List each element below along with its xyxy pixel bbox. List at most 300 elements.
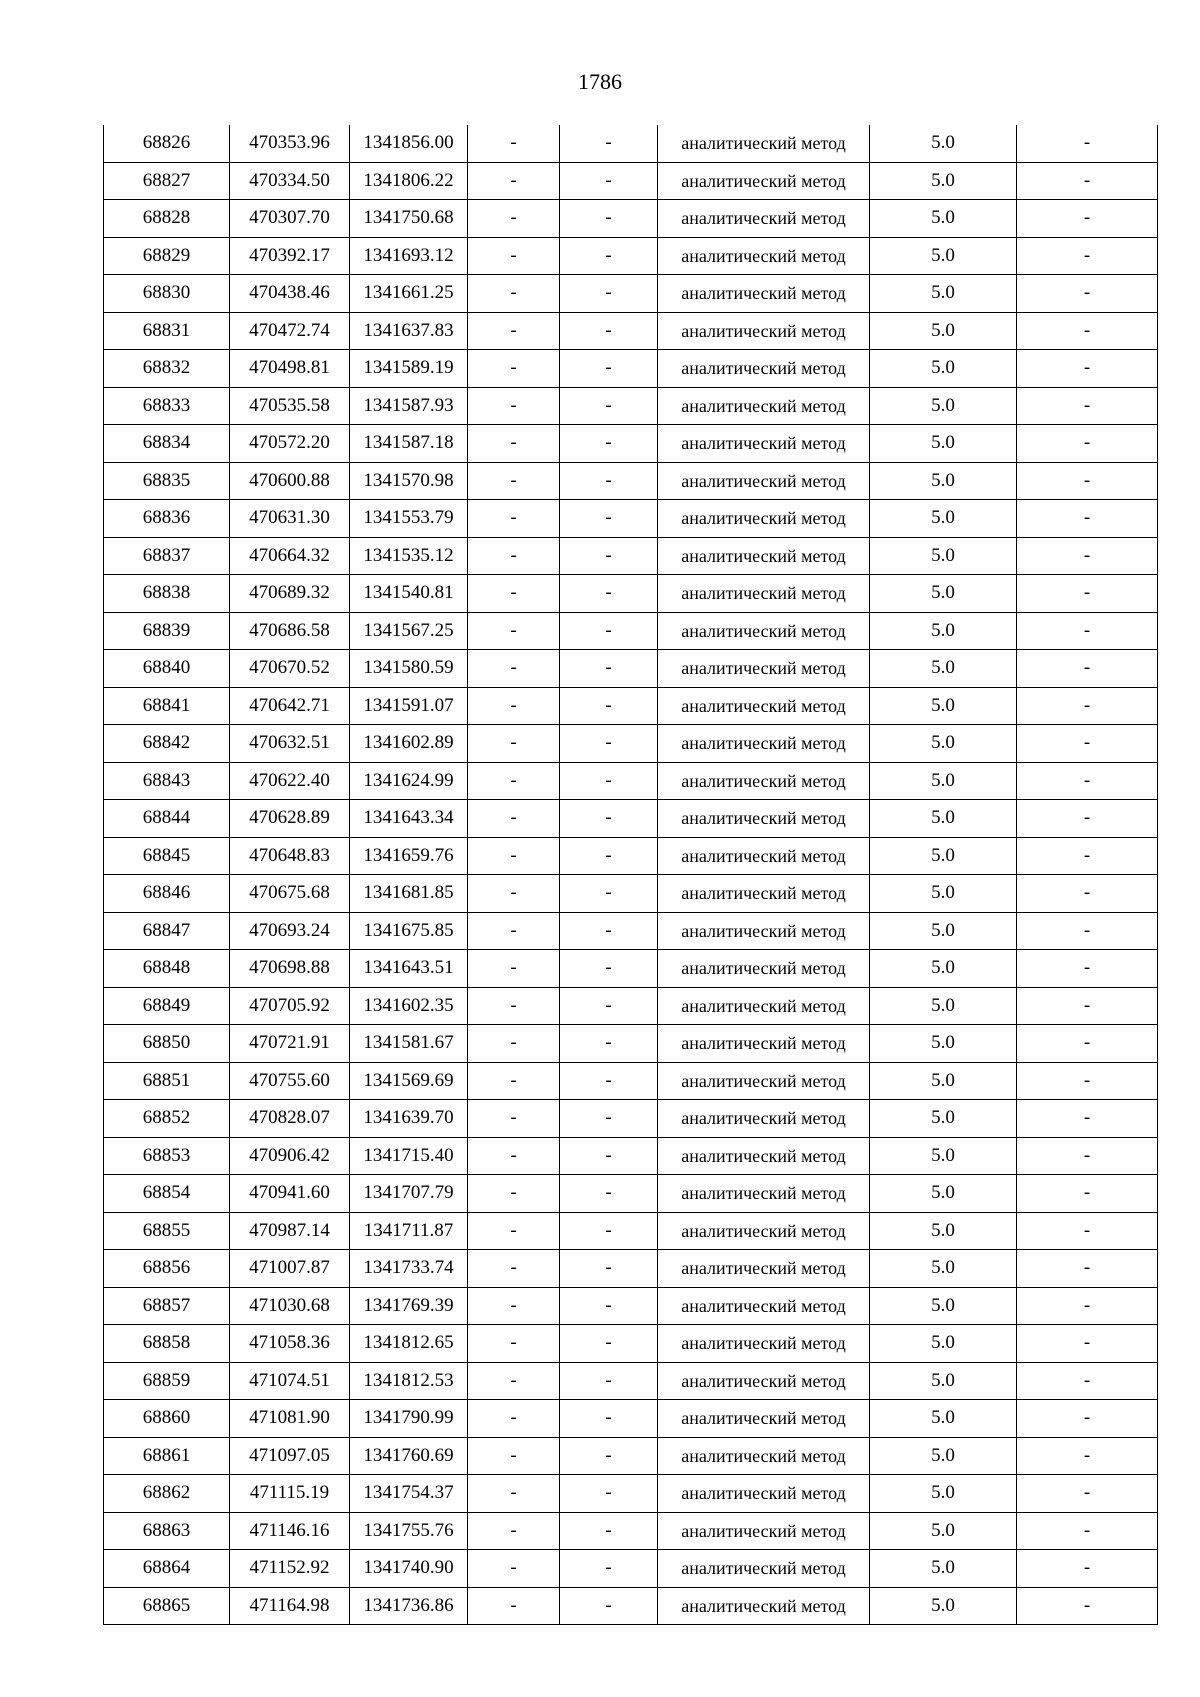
x-coordinate-cell: 470535.58 <box>230 387 350 425</box>
point-number-cell: 68833 <box>104 387 230 425</box>
precision-cell: 5.0 <box>870 1287 1017 1325</box>
empty-value-cell: - <box>1017 1137 1158 1175</box>
table-row <box>104 650 1158 688</box>
empty-value-cell: - <box>1017 237 1158 275</box>
empty-value-cell: - <box>1017 1362 1158 1400</box>
precision-cell: 5.0 <box>870 837 1017 875</box>
empty-value-cell: - <box>1017 650 1158 688</box>
table-body <box>104 125 1158 1625</box>
method-cell: аналитический метод <box>658 1287 870 1325</box>
empty-value-cell: - <box>1017 575 1158 613</box>
empty-value-cell: - <box>468 275 560 313</box>
empty-value-cell: - <box>560 612 658 650</box>
x-coordinate-cell: 471081.90 <box>230 1400 350 1438</box>
table-row <box>104 125 1158 162</box>
method-cell: аналитический метод <box>658 1475 870 1513</box>
x-coordinate-cell: 471007.87 <box>230 1250 350 1288</box>
empty-value-cell: - <box>560 312 658 350</box>
empty-value-cell: - <box>468 162 560 200</box>
method-cell: аналитический метод <box>658 312 870 350</box>
method-cell: аналитический метод <box>658 1550 870 1588</box>
empty-value-cell: - <box>468 350 560 388</box>
x-coordinate-cell: 470622.40 <box>230 762 350 800</box>
precision-cell: 5.0 <box>870 650 1017 688</box>
point-number-cell: 68851 <box>104 1062 230 1100</box>
y-coordinate-cell: 1341812.65 <box>350 1325 468 1363</box>
y-coordinate-cell: 1341812.53 <box>350 1362 468 1400</box>
y-coordinate-cell: 1341643.34 <box>350 800 468 838</box>
table-row <box>104 1100 1158 1138</box>
empty-value-cell: - <box>468 387 560 425</box>
method-cell: аналитический метод <box>658 837 870 875</box>
empty-value-cell: - <box>560 1437 658 1475</box>
y-coordinate-cell: 1341639.70 <box>350 1100 468 1138</box>
empty-value-cell: - <box>468 987 560 1025</box>
y-coordinate-cell: 1341661.25 <box>350 275 468 313</box>
empty-value-cell: - <box>560 687 658 725</box>
empty-value-cell: - <box>468 800 560 838</box>
method-cell: аналитический метод <box>658 1250 870 1288</box>
empty-value-cell: - <box>560 1137 658 1175</box>
table-row <box>104 837 1158 875</box>
empty-value-cell: - <box>1017 1250 1158 1288</box>
precision-cell: 5.0 <box>870 1587 1017 1625</box>
point-number-cell: 68841 <box>104 687 230 725</box>
precision-cell: 5.0 <box>870 425 1017 463</box>
x-coordinate-cell: 470675.68 <box>230 875 350 913</box>
point-number-cell: 68863 <box>104 1512 230 1550</box>
y-coordinate-cell: 1341675.85 <box>350 912 468 950</box>
empty-value-cell: - <box>560 1250 658 1288</box>
table-row <box>104 1475 1158 1513</box>
empty-value-cell: - <box>468 725 560 763</box>
x-coordinate-cell: 471115.19 <box>230 1475 350 1513</box>
table-row <box>104 1287 1158 1325</box>
empty-value-cell: - <box>1017 1062 1158 1100</box>
table-row <box>104 500 1158 538</box>
precision-cell: 5.0 <box>870 462 1017 500</box>
empty-value-cell: - <box>468 950 560 988</box>
x-coordinate-cell: 470686.58 <box>230 612 350 650</box>
y-coordinate-cell: 1341707.79 <box>350 1175 468 1213</box>
empty-value-cell: - <box>468 1475 560 1513</box>
empty-value-cell: - <box>1017 987 1158 1025</box>
empty-value-cell: - <box>560 1587 658 1625</box>
empty-value-cell: - <box>468 837 560 875</box>
x-coordinate-cell: 470648.83 <box>230 837 350 875</box>
x-coordinate-cell: 470721.91 <box>230 1025 350 1063</box>
empty-value-cell: - <box>560 575 658 613</box>
empty-value-cell: - <box>468 1100 560 1138</box>
point-number-cell: 68832 <box>104 350 230 388</box>
empty-value-cell: - <box>1017 350 1158 388</box>
empty-value-cell: - <box>560 912 658 950</box>
empty-value-cell: - <box>1017 1325 1158 1363</box>
y-coordinate-cell: 1341750.68 <box>350 200 468 238</box>
empty-value-cell: - <box>560 162 658 200</box>
y-coordinate-cell: 1341569.69 <box>350 1062 468 1100</box>
empty-value-cell: - <box>560 725 658 763</box>
method-cell: аналитический метод <box>658 1137 870 1175</box>
point-number-cell: 68865 <box>104 1587 230 1625</box>
coordinates-table <box>103 125 1158 1625</box>
y-coordinate-cell: 1341591.07 <box>350 687 468 725</box>
point-number-cell: 68859 <box>104 1362 230 1400</box>
point-number-cell: 68847 <box>104 912 230 950</box>
empty-value-cell: - <box>560 462 658 500</box>
x-coordinate-cell: 470693.24 <box>230 912 350 950</box>
method-cell: аналитический метод <box>658 125 870 162</box>
point-number-cell: 68846 <box>104 875 230 913</box>
method-cell: аналитический метод <box>658 1062 870 1100</box>
y-coordinate-cell: 1341711.87 <box>350 1212 468 1250</box>
empty-value-cell: - <box>468 500 560 538</box>
table-row <box>104 1250 1158 1288</box>
point-number-cell: 68831 <box>104 312 230 350</box>
table-row <box>104 537 1158 575</box>
x-coordinate-cell: 470670.52 <box>230 650 350 688</box>
method-cell: аналитический метод <box>658 1400 870 1438</box>
method-cell: аналитический метод <box>658 462 870 500</box>
y-coordinate-cell: 1341602.35 <box>350 987 468 1025</box>
empty-value-cell: - <box>468 1550 560 1588</box>
point-number-cell: 68861 <box>104 1437 230 1475</box>
point-number-cell: 68856 <box>104 1250 230 1288</box>
precision-cell: 5.0 <box>870 350 1017 388</box>
table-row <box>104 1362 1158 1400</box>
y-coordinate-cell: 1341790.99 <box>350 1400 468 1438</box>
empty-value-cell: - <box>560 425 658 463</box>
empty-value-cell: - <box>560 837 658 875</box>
y-coordinate-cell: 1341602.89 <box>350 725 468 763</box>
x-coordinate-cell: 470828.07 <box>230 1100 350 1138</box>
empty-value-cell: - <box>1017 1287 1158 1325</box>
empty-value-cell: - <box>468 125 560 162</box>
x-coordinate-cell: 470906.42 <box>230 1137 350 1175</box>
point-number-cell: 68857 <box>104 1287 230 1325</box>
precision-cell: 5.0 <box>870 312 1017 350</box>
y-coordinate-cell: 1341740.90 <box>350 1550 468 1588</box>
table-row <box>104 575 1158 613</box>
y-coordinate-cell: 1341553.79 <box>350 500 468 538</box>
table-row <box>104 762 1158 800</box>
method-cell: аналитический метод <box>658 575 870 613</box>
empty-value-cell: - <box>560 1025 658 1063</box>
method-cell: аналитический метод <box>658 275 870 313</box>
empty-value-cell: - <box>468 1287 560 1325</box>
table-row <box>104 612 1158 650</box>
precision-cell: 5.0 <box>870 1325 1017 1363</box>
table-row <box>104 462 1158 500</box>
empty-value-cell: - <box>560 237 658 275</box>
method-cell: аналитический метод <box>658 650 870 688</box>
empty-value-cell: - <box>1017 162 1158 200</box>
empty-value-cell: - <box>468 462 560 500</box>
empty-value-cell: - <box>560 1362 658 1400</box>
method-cell: аналитический метод <box>658 1100 870 1138</box>
y-coordinate-cell: 1341589.19 <box>350 350 468 388</box>
empty-value-cell: - <box>560 1175 658 1213</box>
x-coordinate-cell: 470628.89 <box>230 800 350 838</box>
method-cell: аналитический метод <box>658 350 870 388</box>
y-coordinate-cell: 1341643.51 <box>350 950 468 988</box>
y-coordinate-cell: 1341637.83 <box>350 312 468 350</box>
point-number-cell: 68828 <box>104 200 230 238</box>
precision-cell: 5.0 <box>870 200 1017 238</box>
empty-value-cell: - <box>468 312 560 350</box>
empty-value-cell: - <box>560 125 658 162</box>
precision-cell: 5.0 <box>870 237 1017 275</box>
x-coordinate-cell: 470498.81 <box>230 350 350 388</box>
table-row <box>104 350 1158 388</box>
x-coordinate-cell: 470438.46 <box>230 275 350 313</box>
precision-cell: 5.0 <box>870 800 1017 838</box>
y-coordinate-cell: 1341570.98 <box>350 462 468 500</box>
y-coordinate-cell: 1341733.74 <box>350 1250 468 1288</box>
table-row <box>104 912 1158 950</box>
empty-value-cell: - <box>468 650 560 688</box>
x-coordinate-cell: 471097.05 <box>230 1437 350 1475</box>
precision-cell: 5.0 <box>870 125 1017 162</box>
method-cell: аналитический метод <box>658 1325 870 1363</box>
empty-value-cell: - <box>468 537 560 575</box>
point-number-cell: 68864 <box>104 1550 230 1588</box>
precision-cell: 5.0 <box>870 1437 1017 1475</box>
empty-value-cell: - <box>1017 1400 1158 1438</box>
method-cell: аналитический метод <box>658 537 870 575</box>
method-cell: аналитический метод <box>658 1587 870 1625</box>
y-coordinate-cell: 1341736.86 <box>350 1587 468 1625</box>
empty-value-cell: - <box>560 762 658 800</box>
point-number-cell: 68848 <box>104 950 230 988</box>
precision-cell: 5.0 <box>870 762 1017 800</box>
x-coordinate-cell: 470755.60 <box>230 1062 350 1100</box>
table-row <box>104 275 1158 313</box>
table-row <box>104 950 1158 988</box>
x-coordinate-cell: 470705.92 <box>230 987 350 1025</box>
empty-value-cell: - <box>468 762 560 800</box>
empty-value-cell: - <box>1017 1475 1158 1513</box>
x-coordinate-cell: 470642.71 <box>230 687 350 725</box>
table-row <box>104 1437 1158 1475</box>
empty-value-cell: - <box>1017 1100 1158 1138</box>
empty-value-cell: - <box>560 1212 658 1250</box>
x-coordinate-cell: 470987.14 <box>230 1212 350 1250</box>
empty-value-cell: - <box>1017 950 1158 988</box>
empty-value-cell: - <box>560 1100 658 1138</box>
empty-value-cell: - <box>468 1062 560 1100</box>
empty-value-cell: - <box>1017 875 1158 913</box>
table-row <box>104 312 1158 350</box>
precision-cell: 5.0 <box>870 875 1017 913</box>
precision-cell: 5.0 <box>870 1400 1017 1438</box>
empty-value-cell: - <box>560 275 658 313</box>
point-number-cell: 68853 <box>104 1137 230 1175</box>
empty-value-cell: - <box>1017 312 1158 350</box>
empty-value-cell: - <box>468 200 560 238</box>
point-number-cell: 68830 <box>104 275 230 313</box>
y-coordinate-cell: 1341587.18 <box>350 425 468 463</box>
x-coordinate-cell: 470572.20 <box>230 425 350 463</box>
x-coordinate-cell: 470472.74 <box>230 312 350 350</box>
empty-value-cell: - <box>1017 387 1158 425</box>
precision-cell: 5.0 <box>870 1062 1017 1100</box>
point-number-cell: 68827 <box>104 162 230 200</box>
method-cell: аналитический метод <box>658 687 870 725</box>
empty-value-cell: - <box>560 987 658 1025</box>
empty-value-cell: - <box>468 1212 560 1250</box>
method-cell: аналитический метод <box>658 1437 870 1475</box>
y-coordinate-cell: 1341760.69 <box>350 1437 468 1475</box>
method-cell: аналитический метод <box>658 425 870 463</box>
precision-cell: 5.0 <box>870 687 1017 725</box>
empty-value-cell: - <box>468 875 560 913</box>
table-row <box>104 800 1158 838</box>
precision-cell: 5.0 <box>870 162 1017 200</box>
x-coordinate-cell: 471164.98 <box>230 1587 350 1625</box>
empty-value-cell: - <box>468 687 560 725</box>
precision-cell: 5.0 <box>870 1100 1017 1138</box>
precision-cell: 5.0 <box>870 537 1017 575</box>
precision-cell: 5.0 <box>870 1550 1017 1588</box>
y-coordinate-cell: 1341581.67 <box>350 1025 468 1063</box>
precision-cell: 5.0 <box>870 950 1017 988</box>
point-number-cell: 68854 <box>104 1175 230 1213</box>
method-cell: аналитический метод <box>658 800 870 838</box>
table-row <box>104 987 1158 1025</box>
empty-value-cell: - <box>1017 1550 1158 1588</box>
table-row <box>104 237 1158 275</box>
empty-value-cell: - <box>468 1512 560 1550</box>
empty-value-cell: - <box>1017 800 1158 838</box>
table-row <box>104 1025 1158 1063</box>
method-cell: аналитический метод <box>658 1025 870 1063</box>
point-number-cell: 68849 <box>104 987 230 1025</box>
empty-value-cell: - <box>1017 462 1158 500</box>
table-row <box>104 387 1158 425</box>
empty-value-cell: - <box>560 537 658 575</box>
empty-value-cell: - <box>560 200 658 238</box>
precision-cell: 5.0 <box>870 725 1017 763</box>
table-row <box>104 1550 1158 1588</box>
y-coordinate-cell: 1341755.76 <box>350 1512 468 1550</box>
x-coordinate-cell: 470353.96 <box>230 125 350 162</box>
point-number-cell: 68862 <box>104 1475 230 1513</box>
empty-value-cell: - <box>1017 500 1158 538</box>
method-cell: аналитический метод <box>658 500 870 538</box>
y-coordinate-cell: 1341535.12 <box>350 537 468 575</box>
table-row <box>104 1512 1158 1550</box>
empty-value-cell: - <box>560 650 658 688</box>
empty-value-cell: - <box>468 1250 560 1288</box>
precision-cell: 5.0 <box>870 1362 1017 1400</box>
precision-cell: 5.0 <box>870 612 1017 650</box>
table-row <box>104 200 1158 238</box>
table-row <box>104 1212 1158 1250</box>
precision-cell: 5.0 <box>870 912 1017 950</box>
empty-value-cell: - <box>1017 687 1158 725</box>
x-coordinate-cell: 471074.51 <box>230 1362 350 1400</box>
point-number-cell: 68842 <box>104 725 230 763</box>
method-cell: аналитический метод <box>658 1362 870 1400</box>
table-row <box>104 1400 1158 1438</box>
y-coordinate-cell: 1341693.12 <box>350 237 468 275</box>
method-cell: аналитический метод <box>658 612 870 650</box>
y-coordinate-cell: 1341715.40 <box>350 1137 468 1175</box>
precision-cell: 5.0 <box>870 575 1017 613</box>
empty-value-cell: - <box>468 1137 560 1175</box>
empty-value-cell: - <box>468 1587 560 1625</box>
table-row <box>104 1137 1158 1175</box>
table-row <box>104 725 1158 763</box>
empty-value-cell: - <box>560 1475 658 1513</box>
empty-value-cell: - <box>560 350 658 388</box>
method-cell: аналитический метод <box>658 762 870 800</box>
method-cell: аналитический метод <box>658 387 870 425</box>
empty-value-cell: - <box>1017 275 1158 313</box>
point-number-cell: 68826 <box>104 125 230 162</box>
precision-cell: 5.0 <box>870 1475 1017 1513</box>
y-coordinate-cell: 1341587.93 <box>350 387 468 425</box>
point-number-cell: 68829 <box>104 237 230 275</box>
empty-value-cell: - <box>468 237 560 275</box>
table-row <box>104 687 1158 725</box>
empty-value-cell: - <box>1017 1175 1158 1213</box>
y-coordinate-cell: 1341580.59 <box>350 650 468 688</box>
table-row <box>104 1325 1158 1363</box>
method-cell: аналитический метод <box>658 875 870 913</box>
page-number: 1786 <box>578 69 622 94</box>
empty-value-cell: - <box>468 1437 560 1475</box>
point-number-cell: 68855 <box>104 1212 230 1250</box>
point-number-cell: 68843 <box>104 762 230 800</box>
point-number-cell: 68850 <box>104 1025 230 1063</box>
precision-cell: 5.0 <box>870 275 1017 313</box>
method-cell: аналитический метод <box>658 1212 870 1250</box>
empty-value-cell: - <box>468 1362 560 1400</box>
point-number-cell: 68858 <box>104 1325 230 1363</box>
precision-cell: 5.0 <box>870 387 1017 425</box>
method-cell: аналитический метод <box>658 1512 870 1550</box>
empty-value-cell: - <box>1017 1025 1158 1063</box>
point-number-cell: 68844 <box>104 800 230 838</box>
precision-cell: 5.0 <box>870 1512 1017 1550</box>
precision-cell: 5.0 <box>870 1137 1017 1175</box>
empty-value-cell: - <box>1017 200 1158 238</box>
x-coordinate-cell: 470334.50 <box>230 162 350 200</box>
y-coordinate-cell: 1341769.39 <box>350 1287 468 1325</box>
empty-value-cell: - <box>1017 612 1158 650</box>
method-cell: аналитический метод <box>658 1175 870 1213</box>
empty-value-cell: - <box>1017 912 1158 950</box>
precision-cell: 5.0 <box>870 1025 1017 1063</box>
y-coordinate-cell: 1341754.37 <box>350 1475 468 1513</box>
empty-value-cell: - <box>468 425 560 463</box>
x-coordinate-cell: 470698.88 <box>230 950 350 988</box>
empty-value-cell: - <box>1017 1587 1158 1625</box>
table-row <box>104 162 1158 200</box>
y-coordinate-cell: 1341540.81 <box>350 575 468 613</box>
empty-value-cell: - <box>560 1512 658 1550</box>
y-coordinate-cell: 1341681.85 <box>350 875 468 913</box>
empty-value-cell: - <box>468 1325 560 1363</box>
point-number-cell: 68839 <box>104 612 230 650</box>
empty-value-cell: - <box>1017 1212 1158 1250</box>
table-row <box>104 1587 1158 1625</box>
empty-value-cell: - <box>560 500 658 538</box>
point-number-cell: 68836 <box>104 500 230 538</box>
method-cell: аналитический метод <box>658 950 870 988</box>
